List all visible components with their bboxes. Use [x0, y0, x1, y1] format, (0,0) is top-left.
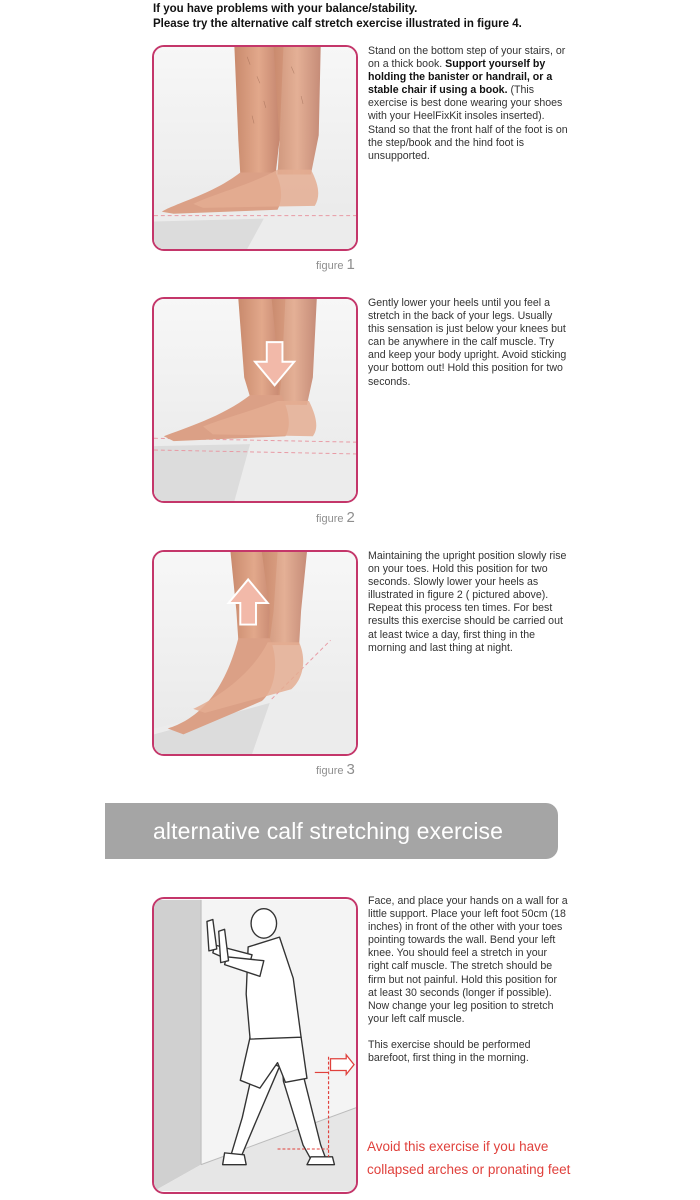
- figure-3-description: Maintaining the upright position slowly rise on your toes. Hold this position for two seconds. Slowly lower your heels as illustrated in figure 2 ( pictured above). Repeat this process ten times. For best results this exercise should be carried out at least twice a day, first thing in the morning and last thing at night.: [368, 550, 567, 654]
- figure-3-caption-word: figure: [316, 765, 344, 777]
- figure-2-caption-word: figure: [316, 513, 344, 525]
- page-header: [153, 2, 673, 32]
- figure-4-text-barefoot: This exercise should be performed barefoot, first thing in the morning.: [368, 1038, 531, 1065]
- figure-1-caption: [316, 256, 355, 273]
- header-line-2: Please try the alternative calf stretch exercise illustrated in figure 4.: [153, 18, 522, 30]
- figure-1-text-pre: Stand on the bottom step of your stairs, or on a thick book.: [368, 45, 566, 71]
- figure-4-image: [152, 897, 358, 1194]
- figure-2-caption: [316, 509, 355, 526]
- figure-3-caption-number: 3: [346, 761, 355, 778]
- warning-line-1: Avoid this exercise if you have: [367, 1139, 549, 1154]
- figure-1-text-post: (This exercise is best done wearing your shoes with your HeelFixKit insoles inserted). Stand so that the front half of the foot is on the step/book and the hind foot is unsupported.: [368, 84, 568, 162]
- figure-2-caption-number: 2: [346, 509, 355, 526]
- figure-2-description: Gently lower your heels until you feel a stretch in the back of your legs. Usually this sensation is just below your knees but can be anywhere in the calf muscle. Try and keep your body upright. Avoid sticking your bottom out! Hold this position for two seconds.: [368, 297, 567, 388]
- figure-1-caption-word: figure: [316, 260, 344, 272]
- figure-1-image: [152, 45, 358, 251]
- warning-note: [367, 1135, 687, 1181]
- header-line-1: If you have problems with your balance/stability.: [153, 3, 418, 15]
- figure-1-text-bold: Support yourself by holding the banister or handrail, or a stable chair if using a book.: [368, 58, 553, 97]
- figure-2-image: [152, 297, 358, 503]
- figure-1-caption-number: 1: [346, 256, 355, 273]
- figure-3-image: [152, 550, 358, 756]
- figure-3-caption: [316, 761, 355, 778]
- figure-4-description: [368, 895, 568, 1065]
- figure-4-text: Face, and place your hands on a wall for a little support. Place your left foot 50cm (18 inches) in front of the other with your toes pointing towards the wall. Bend your left knee. You should feel a stretch in your right calf muscle. The stretch should be firm but not painful. Hold this position for at least 30 seconds (longer if possible). Now change your leg position to stretch your left calf muscle.: [368, 895, 568, 1025]
- warning-line-2: collapsed arches or pronating feet: [367, 1162, 571, 1177]
- alternative-exercise-banner: alternative calf stretching exercise: [105, 803, 558, 859]
- figure-1-description: [368, 45, 568, 163]
